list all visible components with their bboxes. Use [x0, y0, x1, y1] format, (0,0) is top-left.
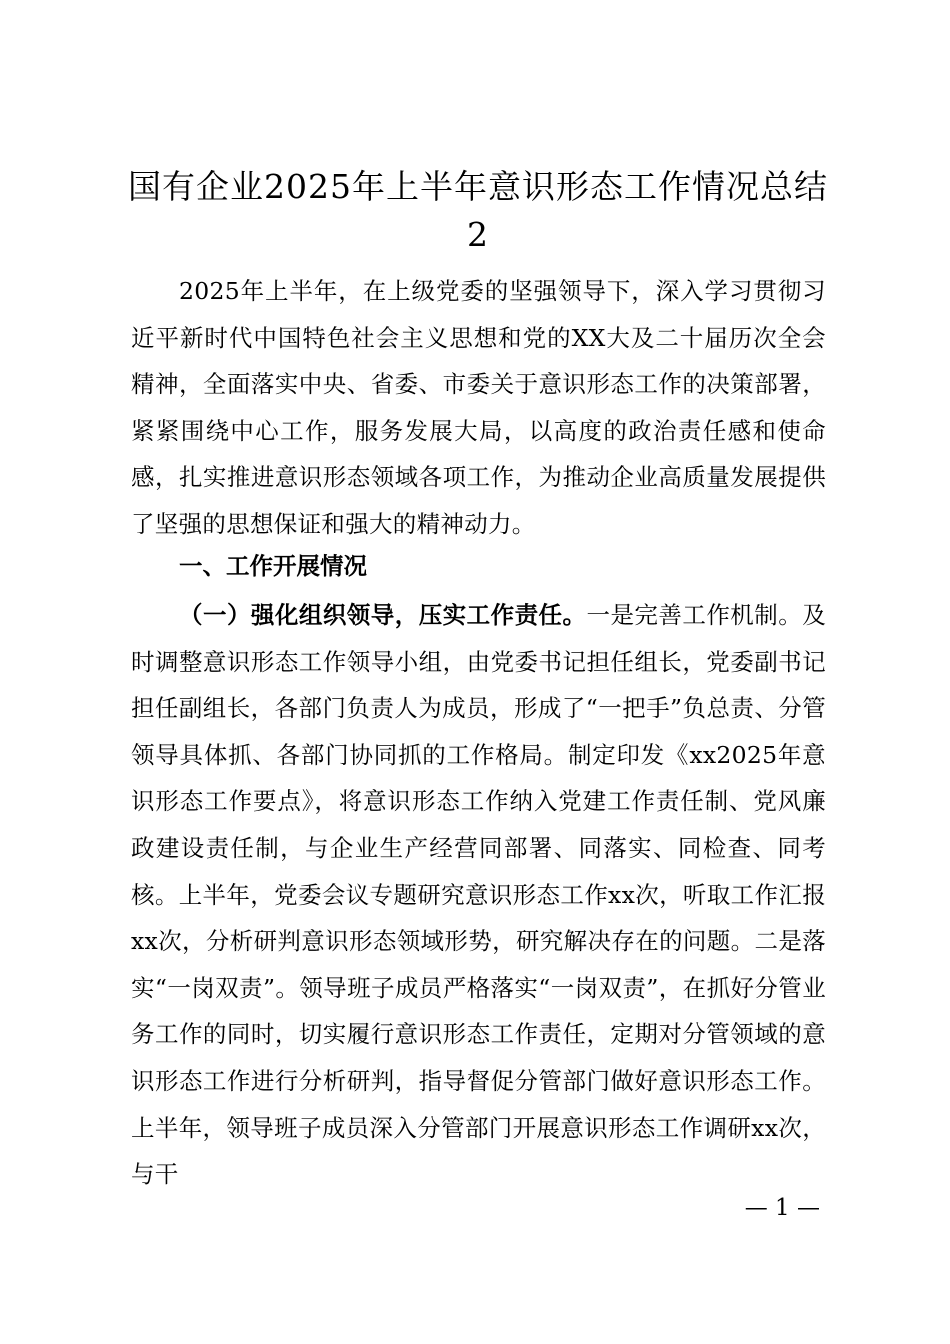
- document-title: 国有企业2025年上半年意识形态工作情况总结2: [128, 167, 828, 254]
- intro-paragraph: 2025年上半年，在上级党委的坚强领导下，深入学习贯彻习近平新时代中国特色社会主义思想和党的XX大及二十届历次全会精神，全面落实中央、省委、市委关于意识形态工作的决策部署，紧紧围绕中心工作，服务发展大局，以高度的政治责任感和使命感，扎实推进意识形态领域各项工作，为推动企业高质量发展提供了坚强的思想保证和强大的精神动力。: [131, 277, 826, 538]
- subsection-lead: （一）强化组织领导，压实工作责任。: [179, 601, 587, 629]
- page-number: — 1 —: [744, 1195, 820, 1221]
- subsection-body: 一是完善工作机制。及时调整意识形态工作领导小组，由党委书记担任组长，党委副书记担任副组长，各部门负责人为成员，形成了“一把手”负总责、分管领导具体抓、各部门协同抓的工作格局。制定印发《xx2025年意识形态工作要点》，将意识形态工作纳入党建工作责任制、党风廉政建设责任制，与企业生产经营同部署、同落实、同检查、同考核。上半年，党委会议专题研究意识形态工作xx次，听取工作汇报xx次，分析研判意识形态领域形势，研究解决存在的问题。二是落实“一岗双责”。领导班子成员严格落实“一岗双责”，在抓好分管业务工作的同时，切实履行意识形态工作责任，定期对分管领域的意识形态工作进行分析研判，指导督促分管部门做好意识形态工作。上半年，领导班子成员深入分管部门开展意识形态工作调研xx次，与干: [131, 601, 827, 1189]
- section-heading: 一、工作开展情况: [179, 552, 367, 580]
- section-paragraph: [131, 592, 826, 1198]
